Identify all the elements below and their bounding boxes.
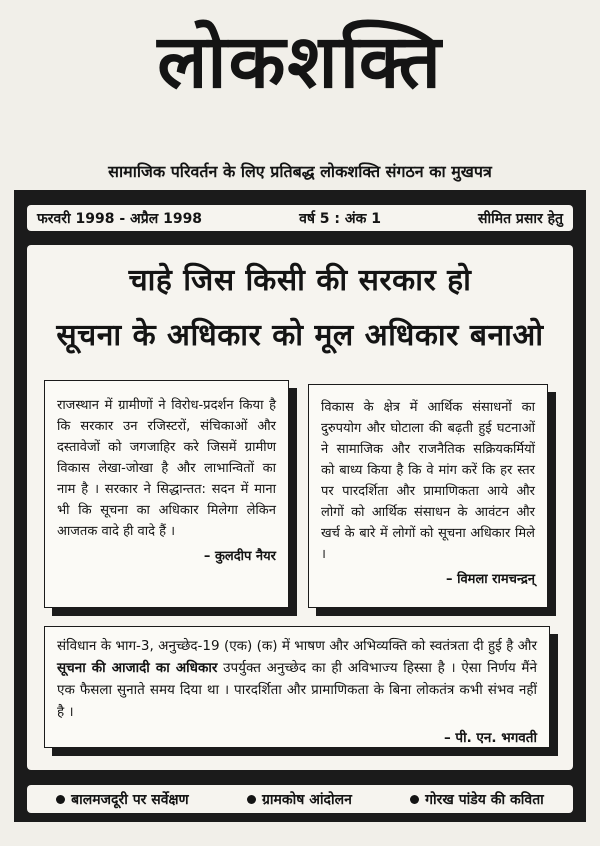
quote-text (57, 635, 537, 723)
bullet-icon (247, 795, 256, 804)
quote-text-end: उपर्युक्त अनुच्छेद का ही अविभाज्य हिस्सा है । ऐसा निर्णय मैंने एक फैसला सुनाते समय दिया था । पारदर्शिता और प्रामाणिकता के बिना लोकतंत्र कभी संभव नहीं है । (57, 660, 537, 720)
footer-item (56, 790, 189, 809)
footer-item (247, 790, 352, 809)
quote-text-emphasis: सूचना की आजादी का अधिकार (57, 660, 218, 676)
issue-circulation: सीमित प्रसार हेतु (477, 210, 563, 227)
issue-volume: वर्ष 5 : अंक 1 (299, 210, 381, 227)
quote-text-start: संविधान के भाग-3, अनुच्छेद-19 (एक) (क) में भाषण और अभिव्यक्ति को स्वतंत्रता दी हुई है और (57, 638, 537, 654)
headline-line-1: चाहे जिस किसी की सरकार हो (128, 263, 472, 298)
footer-item-label: गोरख पांडेय की कविता (425, 791, 544, 808)
issue-band (27, 205, 573, 231)
quote-box-wide (44, 626, 550, 748)
footer-item (410, 790, 544, 809)
quote-author: – विमला रामचन्द्रन् (446, 572, 535, 587)
headline-line-2: सूचना के अधिकार को मूल अधिकार बनाओ (56, 318, 544, 353)
quote-author: – पी. एन. भगवती (443, 730, 537, 746)
masthead-title: लोकशक्ति (157, 19, 443, 105)
footer-item-label: ग्रामकोष आंदोलन (261, 791, 352, 808)
footer-band (27, 785, 573, 813)
bullet-icon (56, 795, 65, 804)
quote-box-left (44, 380, 289, 608)
footer-item-label: बालमजदूरी पर सर्वेक्षण (71, 791, 189, 808)
issue-date: फरवरी 1998 - अप्रैल 1998 (37, 210, 203, 227)
quote-text: विकास के क्षेत्र में आर्थिक संसाधनों का दुरुपयोग और घोटाला की बढ़ती हुई घटनाओं ने सामाजिक और राजनैतिक सक्रियकर्मियों को बाध्य किया है कि वे मांग करें कि हर स्तर पर पारदर्शिता और प्रामाणिकता आये और लोगों को आर्थिक संसाधन के आवंटन और खर्च के बारे में लोगों को सूचना अधिकार मिले । (321, 400, 535, 562)
quote-author: – कुलदीप नैयर (203, 549, 276, 564)
quote-box-right (308, 384, 548, 608)
bullet-icon (410, 795, 419, 804)
tagline: सामाजिक परिवर्तन के लिए प्रतिबद्ध लोकशक्ति संगठन का मुखपत्र (108, 162, 492, 181)
quote-text: राजस्थान में ग्रामीणों ने विरोध-प्रदर्शन किया है कि सरकार उन रजिस्टरों, संचिकाओं और दस्तावेजों को जगजाहिर करे जिसमें ग्रामीण विकास लेखा-जोखा है और लाभान्वितों का नाम है । सरकार ने सिद्धान्तत: सदन में माना भी कि सूचना का अधिकार मिलेगा लेकिन आजतक वादे ही वादे हैं । (57, 398, 276, 539)
